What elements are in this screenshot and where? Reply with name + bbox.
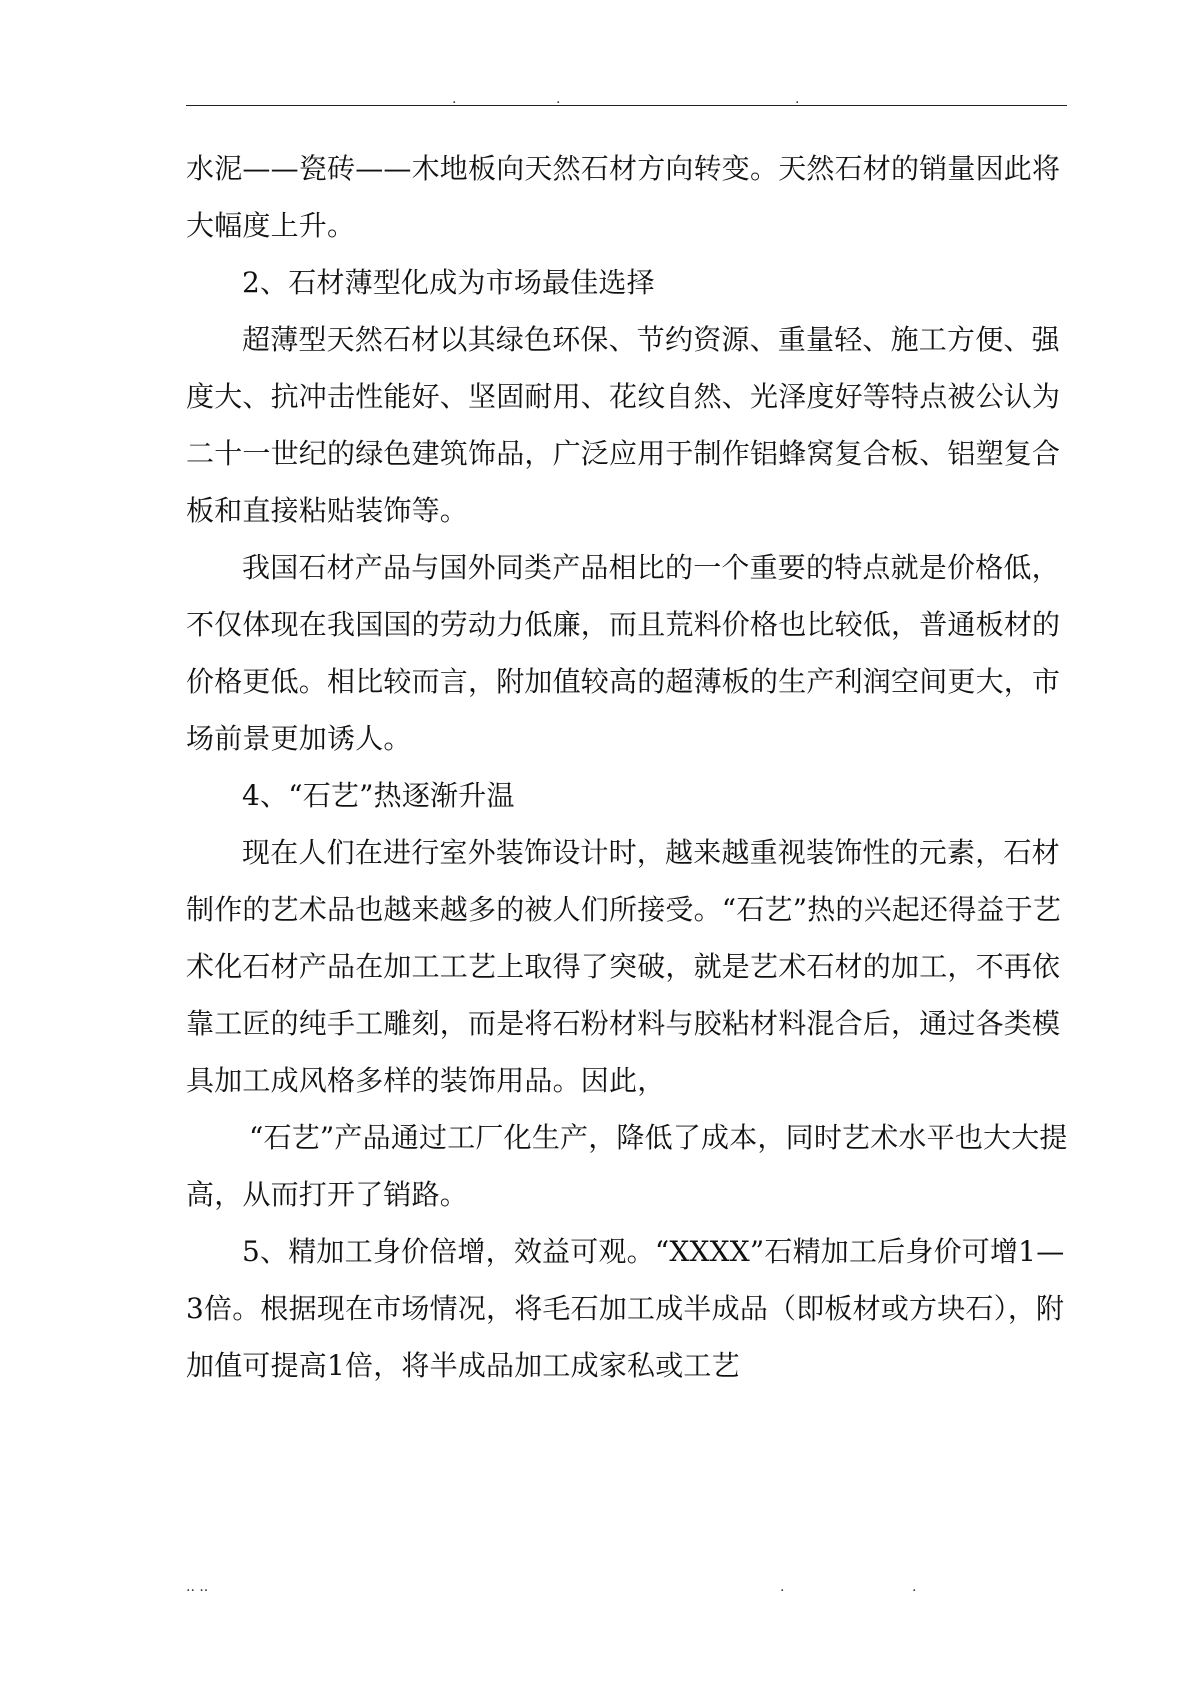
footer-dot: . xyxy=(912,1579,917,1595)
header-rule xyxy=(186,105,1067,106)
section-heading-4: 4、“石艺”热逐渐升温 xyxy=(242,779,515,812)
paragraph-stone-art: 现在人们在进行室外装饰设计时，越来越重视装饰性的元素，石材制作的艺术品也越来越多的被人们所接受。“石艺”热的兴起还得益于艺术化石材产品在加工工艺上取得了突破，就是艺术石材的加工，不再依靠工匠的纯手工雕刻，而是将石粉材料与胶粘材料混合后，通过各类模具加工成风格多样的装饰用品。因此， xyxy=(186,836,1062,1097)
paragraph-stone-art-production: “石艺”产品通过工厂化生产，降低了成本，同时艺术水平也大大提高，从而打开了销路。 xyxy=(186,1121,1068,1211)
header-dot: . xyxy=(556,91,561,107)
paragraph-fine-processing: 5、精加工身价倍增，效益可观。“XXXX”石精加工后身价可增1—3倍。根据现在市场情况，将毛石加工成半成品（即板材或方块石），附加值可提高1倍，将半成品加工成家私或工艺 xyxy=(186,1235,1065,1382)
footer-dot: . xyxy=(780,1579,785,1595)
header-dot: . xyxy=(452,91,457,107)
paragraph-price-advantage: 我国石材产品与国外同类产品相比的一个重要的特点就是价格低，不仅体现在我国国的劳动力低廉，而且荒料价格也比较低，普通板材的价格更低。相比较而言，附加值较高的超薄板的生产利润空间更大，市场前景更加诱人。 xyxy=(186,551,1061,755)
document-body xyxy=(186,140,1076,1394)
footer-dots-left: .. .. xyxy=(186,1579,209,1595)
paragraph-ultrathin-stone: 超薄型天然石材以其绿色环保、节约资源、重量轻、施工方便、强度大、抗冲击性能好、坚固耐用、花纹自然、光泽度好等特点被公认为二十一世纪的绿色建筑饰品，广泛应用于制作铝蜂窝复合板、铝塑复合板和直接粘贴装饰等。 xyxy=(186,323,1061,527)
section-heading-2: 2、石材薄型化成为市场最佳选择 xyxy=(242,266,655,299)
paragraph-continuation: 水泥——瓷砖——木地板向天然石材方向转变。天然石材的销量因此将大幅度上升。 xyxy=(186,152,1061,242)
header-dot: . xyxy=(795,91,800,107)
